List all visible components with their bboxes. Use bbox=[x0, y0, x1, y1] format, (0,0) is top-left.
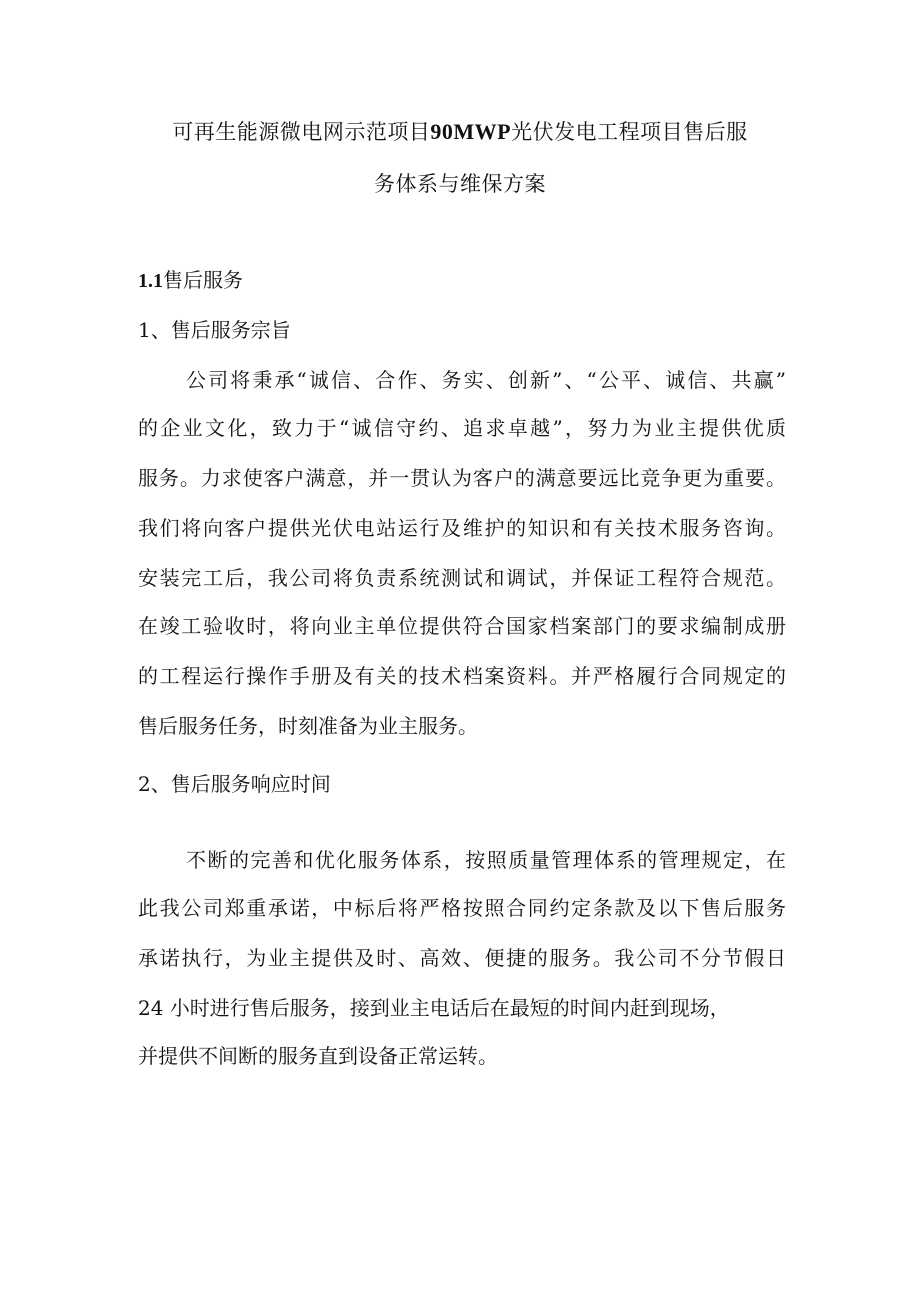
paragraph-1-line: 售后服务任务，时刻准备为业主服务。 bbox=[138, 714, 478, 738]
document-title-line-1 bbox=[0, 118, 920, 146]
paragraph-2-line: 不断的完善和优化服务体系，按照质量管理体系的管理规定，在 bbox=[186, 848, 786, 872]
title-suffix: 光伏发电工程项目售后服 bbox=[511, 120, 748, 144]
paragraph-2-line: 并提供不间断的服务直到设备正常运转。 bbox=[138, 1044, 498, 1068]
title-capacity: 90MWP bbox=[430, 119, 512, 144]
paragraph-1-line: 在竣工验收时，将向业主单位提供符合国家档案部门的要求编制成册 bbox=[138, 614, 786, 638]
document-title-line-2: 务体系与维保方案 bbox=[374, 172, 546, 196]
paragraph-1-line: 我们将向客户提供光伏电站运行及维护的知识和有关技术服务咨询。 bbox=[138, 516, 786, 540]
section-title: 售后服务 bbox=[163, 268, 243, 292]
paragraph-2-line: 承诺执行，为业主提供及时、高效、便捷的服务。我公司不分节假日 bbox=[138, 946, 786, 970]
subsection-2-heading: 2、售后服务响应时间 bbox=[138, 772, 331, 796]
paragraph-1-line: 的企业文化，致力于“诚信守约、追求卓越”，努力为业主提供优质 bbox=[138, 416, 786, 440]
paragraph-2-line: 24 小时进行售后服务，接到业主电话后在最短的时间内赶到现场， bbox=[138, 996, 730, 1020]
section-number: 1.1 bbox=[138, 270, 163, 292]
paragraph-2-line: 此我公司郑重承诺，中标后将严格按照合同约定条款及以下售后服务 bbox=[138, 896, 786, 920]
paragraph-1-line: 服务。力求使客户满意，并一贯认为客户的满意要远比竞争更为重要。 bbox=[138, 466, 786, 490]
paragraph-1-line: 的工程运行操作手册及有关的技术档案资料。并严格履行合同规定的 bbox=[138, 664, 786, 688]
paragraph-1-line: 安装完工后，我公司将负责系统测试和调试，并保证工程符合规范。 bbox=[138, 566, 786, 590]
paragraph-1-line: 公司将秉承“诚信、合作、务实、创新”、“公平、诚信、共赢” bbox=[186, 368, 786, 392]
section-heading bbox=[138, 266, 243, 295]
subsection-1-heading: 1、售后服务宗旨 bbox=[138, 318, 291, 342]
title-prefix: 可再生能源微电网示范项目 bbox=[172, 120, 431, 144]
